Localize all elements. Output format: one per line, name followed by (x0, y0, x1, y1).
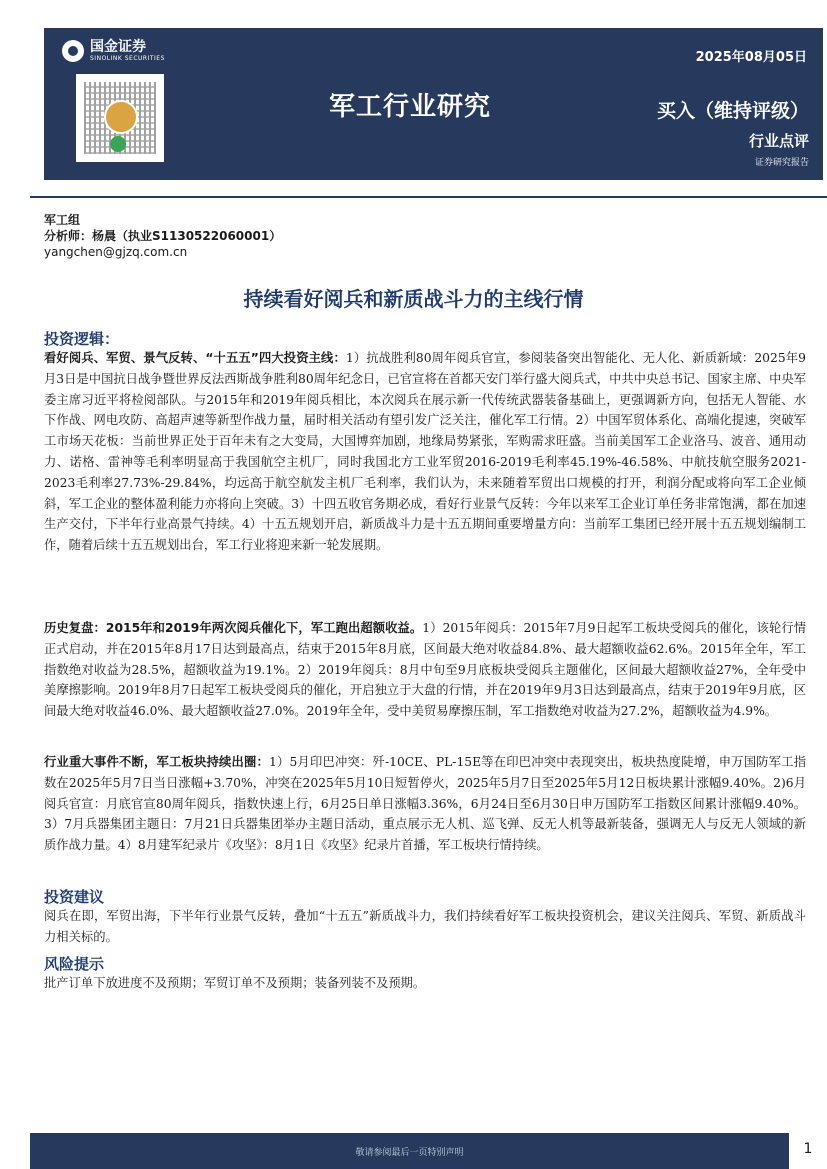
footer-bar (30, 1133, 789, 1169)
rating-badge: 买入（维持评级） (656, 100, 809, 122)
header-divider (30, 196, 827, 198)
footer-disclaimer: 敬请参阅最后一页特别声明 (355, 1148, 464, 1158)
paragraph-1-lead: 看好阅兵、军贸、景气反转、“十五五”四大投资主线： (44, 351, 346, 365)
risk-text: 批产订单下放进度不及预期；军贸订单不及预期；装备列装不及预期。 (44, 976, 426, 990)
paragraph-1-body: 1）抗战胜利80周年阅兵官宣，参阅装备突出智能化、无人化、新质新域：2025年9月3日是中国抗日战争暨世界反法西斯战争胜利80周年纪念日，已官宣将在首都天安门举行盛大阅兵式，中共中央总书记、国家主席、中央军委主席习近平将检阅部队。与2015年和2019年阅兵相比，本次阅兵在展示新一代传统武器装备基础上，更强调新方向，包括无人智能、水下作战、网电攻防、高超声速等新型作战力量，届时相关活动有望引发广泛关注，催化军工行情。2）中国军贸体系化、高端化提速，突破军工市场天花板：当前世界正处于百年未有之大变局，大国博弈加剧，地缘局势紧张，军购需求旺盛。当前美国军工企业洛马、波音、通用动力、诺格、雷神等毛利率明显高于我国航空主机厂，同时我国北方工业军贸2016-2019毛利率45.19%-46.58%、中航技航空服务2021-2023毛利率27.73%-29.84%，均远高于航空航发主机厂毛利率，我们认为，未来随着军贸出口规模的打开，利润分配或将向军工企业倾斜，军工企业的整体盈利能力亦将向上突破。3）十四五收官务期必成，看好行业景气反转：今年以来军工企业订单任务非常饱满，都在加速生产交付，下半年行业高景气持续。4）十五五规划开启，新质战斗力是十五五期间重要增量方向：当前军工集团已经开展十五五规划编制工作，随着后续十五五规划出台，军工行业将迎来新一轮发展期。 (44, 351, 806, 553)
qr-code-icon (76, 74, 164, 162)
paragraph-2-lead: 历史复盘：2015年和2019年两次阅兵催化下，军工跑出超额收益。 (44, 621, 423, 635)
logo-name-en: SINOLINK SECURITIES (90, 54, 165, 62)
investment-advice-heading: 投资建议 (44, 888, 105, 906)
paragraph-3-body: 1）5月印巴冲突：歼-10CE、PL-15E等在印巴冲突中表现突出，板块热度陡增，申万国防军工指数在2025年5月7日当日涨幅+3.70%，冲突在2025年5月10日短暂停火，2025年5月7日至2025年5月12日板块累计涨幅9.40%。2)6月阅兵官宣：月底官宣80周年阅兵，指数快速上行，6月25日单日涨幅3.36%，6月24日至6月30日申万国防军工指数区间累计涨幅9.40%。3）7月兵器集团主题日：7月21日兵器集团举办主题日活动，重点展示无人机、巡飞弹、反无人机等最新装备，强调无人与反无人领域的新质作战力量。4）8月建军纪录片《攻坚》：8月1日《攻坚》纪录片首播，军工板块行情持续。 (44, 755, 806, 853)
report-type: 行业点评 (748, 132, 809, 150)
company-logo (62, 38, 165, 64)
investment-advice-text: 阅兵在即，军贸出海，下半年行业景气反转，叠加“十五五”新质战斗力，我们持续看好军工板块投资机会，建议关注阅兵、军贸、新质战斗力相关标的。 (44, 909, 806, 944)
logic-paragraph-1 (44, 348, 806, 556)
logic-paragraph-3 (44, 752, 806, 856)
risk-heading: 风险提示 (44, 955, 105, 973)
page-number: 1 (803, 1141, 813, 1157)
analyst-name: 分析师：杨晨（执业S1130522060001） (44, 229, 282, 243)
analyst-info (44, 212, 281, 260)
report-header (44, 28, 823, 180)
paragraph-2-body: 1）2015年阅兵：2015年7月9日起军工板块受阅兵的催化，该轮行情正式启动，并在2015年8月17日达到最高点，结束于2015年8月底，区间最大绝对收益84.8%、最大超额收益62.6%。2015年全年，军工指数绝对收益为28.5%，超额收益为19.1%。2）2019年阅兵：8月中旬至9月底板块受阅兵主题催化，区间最大超额收益27%，全年受中美摩擦影响。2019年8月7日起军工板块受阅兵的催化，开启独立于大盘的行情，并在2019年9月3日达到最高点，结束于2019年9月底，区间最大绝对收益46.0%、最大超额收益27.0%。2019年全年，受中美贸易摩擦压制，军工指数绝对收益为27.2%，超额收益为4.9%。 (44, 621, 806, 719)
page-title: 持续看好阅兵和新质战斗力的主线行情 (243, 287, 584, 311)
report-date: 2025年08月05日 (695, 50, 807, 65)
logic-paragraph-2 (44, 618, 806, 722)
analyst-group: 军工组 (44, 213, 81, 227)
investment-logic-heading: 投资逻辑： (44, 330, 120, 348)
logo-mark-icon (62, 40, 84, 62)
analyst-email: yangchen@gjzq.com.cn (44, 245, 188, 259)
paragraph-3-lead: 行业重大事件不断，军工板块持续出圈： (44, 755, 269, 769)
logo-name-cn: 国金证券 (90, 38, 146, 55)
report-subtype: 证券研究报告 (754, 158, 809, 168)
report-category-title: 军工行业研究 (329, 92, 492, 122)
